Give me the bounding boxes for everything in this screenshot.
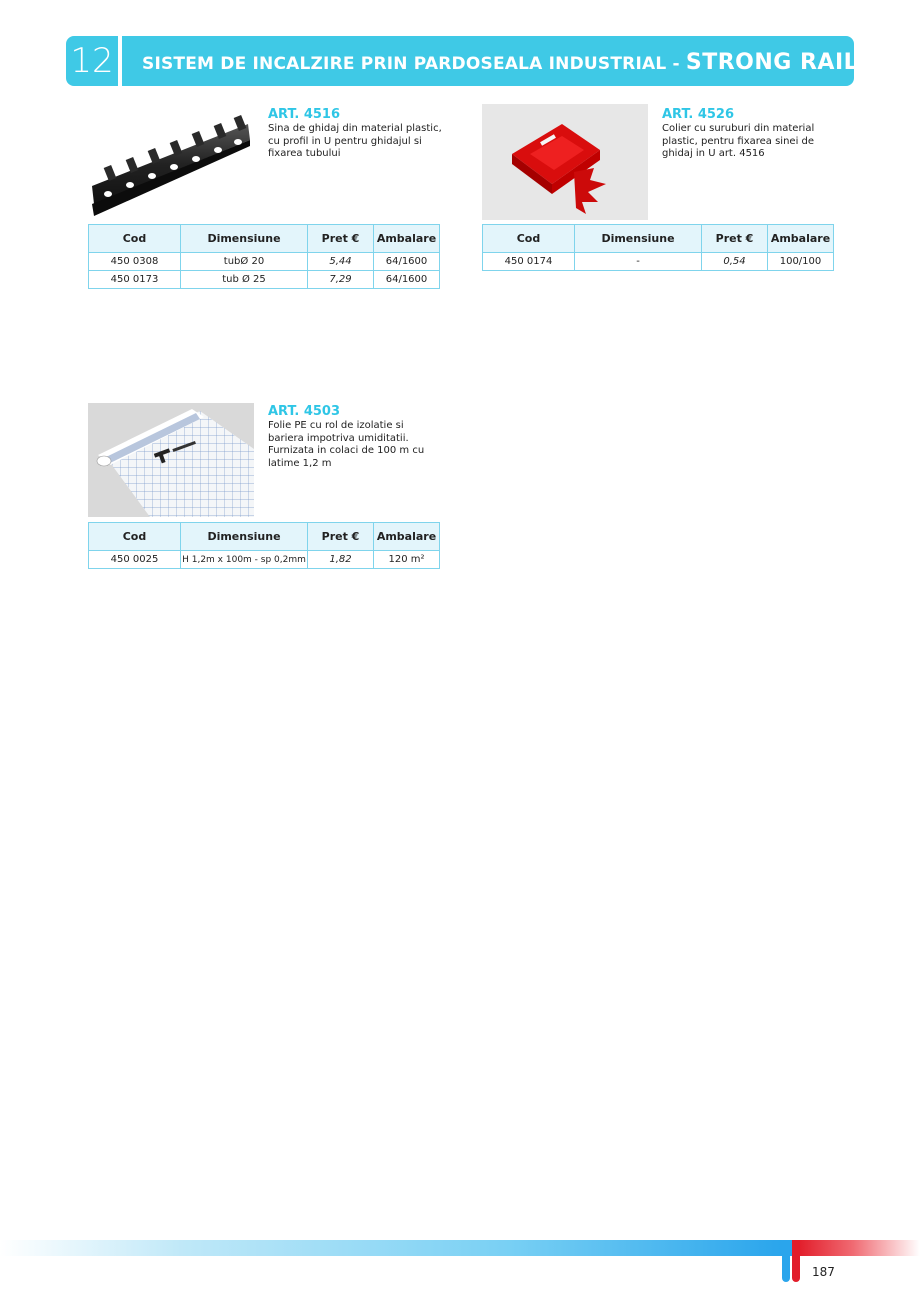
page-number: 187 [812,1265,835,1279]
product-title: ART. 4503 [268,404,341,419]
column-header-dimensiune: Dimensiune [575,225,702,253]
footer-red-bar [798,1240,920,1256]
column-header-pret: Pret € [702,225,768,253]
black-rail-image [88,104,254,220]
column-header-cod: Cod [89,225,181,253]
cell-pret: 5,44 [308,253,374,271]
product-title: ART. 4526 [662,107,735,122]
cell-ambalare: 64/1600 [374,253,440,271]
cell-dimensiune: H 1,2m x 100m - sp 0,2mm [181,551,308,569]
column-header-pret: Pret € [308,225,374,253]
footer-red-pipe [792,1240,800,1282]
product-table [482,224,834,271]
table-row [483,253,834,271]
table-row [89,551,440,569]
red-clip-image [482,104,648,220]
table-header-row [89,225,440,253]
cell-pret: 7,29 [308,271,374,289]
cell-pret: 0,54 [702,253,768,271]
column-header-ambalare: Ambalare [374,523,440,551]
product-description: Sina de ghidaj din material plastic, cu profil in U pentru ghidajul si fixarea tubului [268,123,442,159]
pe-foil-roll-image [88,403,254,517]
cell-cod: 450 0173 [89,271,181,289]
cell-cod: 450 0308 [89,253,181,271]
product-table [88,224,440,289]
column-header-ambalare: Ambalare [768,225,834,253]
chapter-number-badge: 12 [66,36,118,86]
cell-pret: 1,82 [308,551,374,569]
cell-ambalare: 120 m² [374,551,440,569]
product-title: ART. 4516 [268,107,341,122]
column-header-cod: Cod [89,523,181,551]
page-header-banner [122,36,859,86]
column-header-cod: Cod [483,225,575,253]
table-header-row [483,225,834,253]
product-description: Colier cu suruburi din material plastic, pentru fixarea sinei de ghidaj in U art. 4516 [662,123,815,159]
cell-dimensiune: - [575,253,702,271]
header-title-main: SISTEM DE INCALZIRE PRIN PARDOSEALA INDUSTRIAL - [142,54,686,74]
column-header-ambalare: Ambalare [374,225,440,253]
column-header-dimensiune: Dimensiune [181,523,308,551]
table-row [89,271,440,289]
cell-cod: 450 0174 [483,253,575,271]
table-row [89,253,440,271]
cell-ambalare: 64/1600 [374,271,440,289]
footer-blue-pipe [782,1240,790,1282]
cell-ambalare: 100/100 [768,253,834,271]
cell-dimensiune: tub Ø 25 [181,271,308,289]
cell-dimensiune: tubØ 20 [181,253,308,271]
header-title-accent: STRONG RAIL [685,50,859,75]
column-header-dimensiune: Dimensiune [181,225,308,253]
column-header-pret: Pret € [308,523,374,551]
cell-cod: 450 0025 [89,551,181,569]
product-table [88,522,440,569]
table-header-row [89,523,440,551]
product-description: Folie PE cu rol de izolatie si bariera impotriva umiditatii. Furnizata in colaci de 100 m cu latime 1,2 m [268,420,425,469]
